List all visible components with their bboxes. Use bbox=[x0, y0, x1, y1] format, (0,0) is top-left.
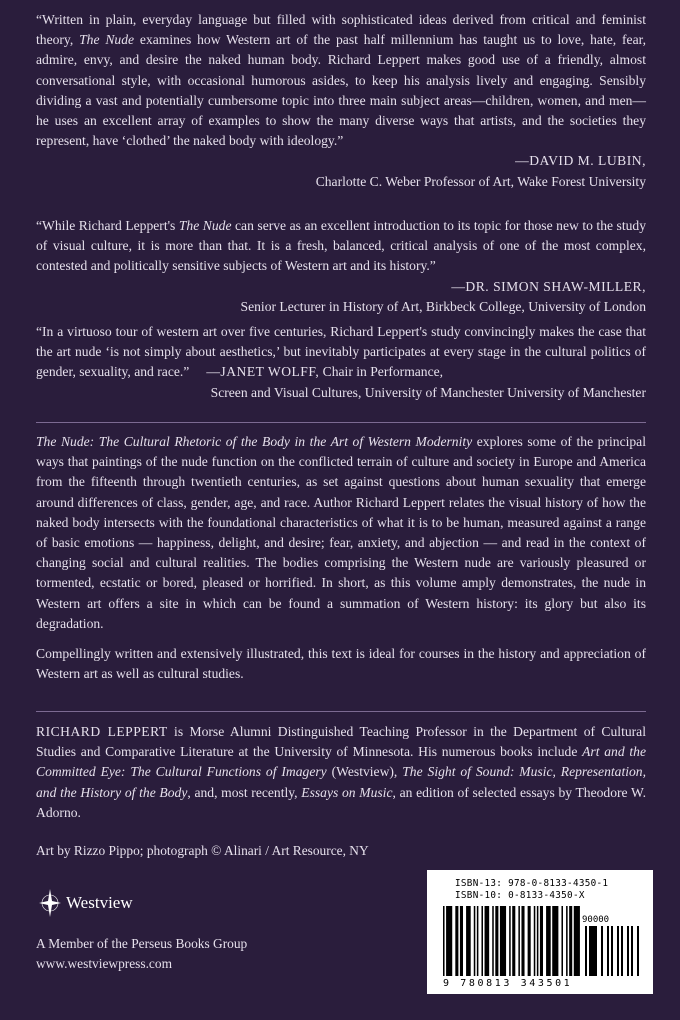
quote-shaw-miller bbox=[36, 216, 646, 317]
quote-wolff bbox=[36, 322, 646, 403]
quote-author: —DAVID M. LUBIN, bbox=[515, 153, 646, 169]
quote-affiliation: Senior Lecturer in History of Art, Birkbeck College, University of London bbox=[240, 298, 646, 314]
addon-barcode-bar bbox=[585, 926, 587, 976]
barcode-bar bbox=[443, 906, 445, 976]
barcode-bar bbox=[518, 906, 520, 976]
author-name: RICHARD LEPPERT bbox=[36, 724, 168, 739]
description-closing: Compellingly written and extensively illustrated, this text is ideal for courses in the history and appreciation of Western art as well as cultural studies. bbox=[36, 646, 646, 682]
addon-barcode-bar bbox=[631, 926, 633, 976]
publisher-logo bbox=[38, 888, 133, 918]
publisher-url: www.westviewpress.com bbox=[36, 956, 172, 971]
quote-affiliation: Charlotte C. Weber Professor of Art, Wake Forest University bbox=[315, 173, 646, 189]
addon-barcode-bars bbox=[585, 926, 641, 986]
quote-affiliation-inline: Chair in Performance, bbox=[319, 364, 444, 380]
addon-barcode-bar bbox=[607, 926, 609, 976]
barcode-bar bbox=[446, 906, 452, 976]
barcode-bar bbox=[534, 906, 536, 976]
addon-barcode-bar bbox=[611, 926, 613, 976]
addon-barcode-bar bbox=[589, 926, 597, 976]
barcode-bar bbox=[537, 906, 539, 976]
barcode-bar bbox=[509, 906, 511, 976]
author-bio bbox=[36, 722, 646, 823]
art-credit: Art by Rizzo Pippo; photograph © Alinari / Art Resource, NY bbox=[36, 843, 369, 858]
barcode-bar bbox=[500, 906, 506, 976]
quote-text: “Written in plain, everyday language but filled with sophisticated ideas derived from critical and feminist theory, The Nude examines how Western art of the past half millennium has taught us to love, hate, fear, admire, envy, and desire the naked human body. Richard Leppert makes good use of a friendly, almost conversational style, with occasional humorous asides, to keep his analysis lively and engaging. Sensibly dividing a vast and potentially cumbersome topic into three main subject areas—children, women, and men—he uses an excellent array of examples to show the many diverse ways that artists, and the societies they represent, have ‘clothed’ the naked body with ideology.” bbox=[36, 12, 646, 149]
publisher-group: A Member of the Perseus Books Group bbox=[36, 936, 248, 951]
addon-barcode-bar bbox=[601, 926, 603, 976]
barcode-bar bbox=[492, 906, 494, 976]
barcode-bar bbox=[540, 906, 543, 976]
addon-barcode-bar bbox=[637, 926, 639, 976]
barcode-bar bbox=[455, 906, 458, 976]
barcode-bar bbox=[474, 906, 476, 976]
bio-text: RICHARD LEPPERT is Morse Alumni Distinguished Teaching Professor in the Department of Cultural Studies and Comparative Literature at the University of Minnesota. His numerous books include Art and the Committed Eye: The Cultural Functions of Imagery (Westview), The Sight of Sound: Music, Representation, and the History of the Body, and, most recently, Essays on Music, an edition of selected essays by Theodore W. Adorno. bbox=[36, 724, 646, 820]
barcode-bar bbox=[477, 906, 479, 976]
quote-text: “While Richard Leppert's The Nude can serve as an excellent introduction to its topic for those new to the study of visual culture, it is more than that. It is a fresh, balanced, critical analysis of one of the most complex, contested and politically sensitive subjects of Western art and its history.” bbox=[36, 218, 647, 274]
barcode-bar bbox=[569, 906, 572, 976]
book-description bbox=[36, 432, 646, 684]
quote-author: —DR. SIMON SHAW-MILLER, bbox=[451, 278, 646, 294]
barcode-bar bbox=[485, 906, 490, 976]
addon-barcode-bar bbox=[617, 926, 619, 976]
barcode-bar bbox=[552, 906, 558, 976]
price-code: 90000 bbox=[582, 915, 610, 925]
barcode-bar bbox=[521, 906, 524, 976]
barcode-bar bbox=[528, 906, 531, 976]
barcode-bar bbox=[561, 906, 563, 976]
barcode-bars bbox=[443, 906, 583, 976]
description-text: The Nude: The Cultural Rhetoric of the Body in the Art of Western Modernity explores some of the principal ways that paintings of the nude function on the conflicted terrain of culture and society in Europe and America from the fifteenth through twentieth centuries, as set against questions about human sexuality that emerge around differences of class, gender, age, and race. Author Richard Leppert relates the visual history of how the naked body intersects with the foundational characteristics of what it is to be human, measured against a range of basic emotions — happiness, delight, and desire; fear, anxiety, and abjection — and read in the context of changing social and cultural realities. The bodies comprising the Western nude are variously pleasured or tormented, ecstatic or bored, pleased or horrified. In short, as this volume amply demonstrates, the nude in Western art offers a site in which can be found a summation of Western history: its glory but also its degradation. bbox=[36, 434, 646, 631]
compass-star-icon bbox=[38, 888, 62, 918]
barcode-bar bbox=[495, 906, 498, 976]
divider-bottom bbox=[36, 711, 646, 712]
isbn-13: ISBN-13: 978-0-8133-4350-1 bbox=[455, 878, 609, 889]
barcode-bar bbox=[460, 906, 463, 976]
barcode-bar bbox=[481, 906, 483, 976]
barcode-bar bbox=[566, 906, 568, 976]
barcode-bar bbox=[546, 906, 551, 976]
book-title: The Nude: The Cultural Rhetoric of the Body in the Art of Western Modernity bbox=[36, 434, 473, 449]
isbn-10: ISBN-10: 0-8133-4350-X bbox=[455, 890, 585, 901]
quote-text: “In a virtuoso tour of western art over five centuries, Richard Leppert's study convincingly makes the case that the art nude ‘is not simply about aesthetics,’ but inevitably participates at every stage in the cultural politics of gender, sexuality, and race.” —JANET WOLFF, Chair in Performance, bbox=[36, 324, 646, 380]
quote-author: —JANET WOLFF, bbox=[206, 364, 320, 380]
divider-top bbox=[36, 422, 646, 423]
barcode-bar bbox=[466, 906, 471, 976]
addon-barcode-bar bbox=[627, 926, 629, 976]
barcode-digits: 9 780813 343501 bbox=[443, 978, 573, 989]
quote-affiliation: Screen and Visual Cultures, University of Manchester University of Manchester bbox=[210, 384, 646, 400]
barcode-bar bbox=[512, 906, 515, 976]
addon-barcode-bar bbox=[621, 926, 623, 976]
publisher-name: Westview bbox=[66, 893, 133, 912]
barcode-bar bbox=[574, 906, 580, 976]
quote-lubin bbox=[36, 10, 646, 192]
barcode-panel bbox=[427, 870, 653, 994]
